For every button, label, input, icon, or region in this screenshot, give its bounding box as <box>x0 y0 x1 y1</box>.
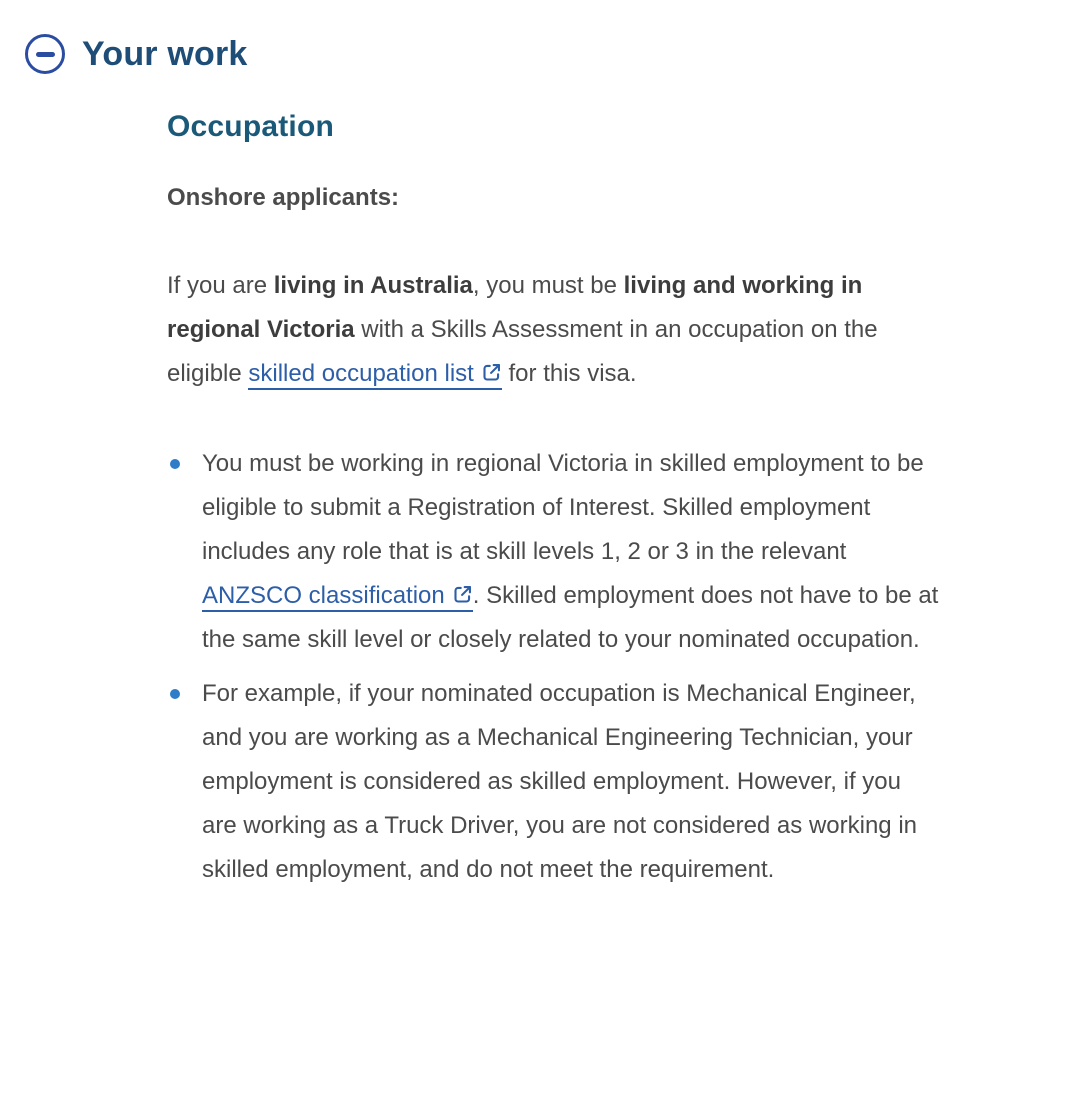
bullet-text: You must be working in regional Victoria in skilled employment to be eligible to submit a Registration of Interest. Skilled employment includes any role that is at skill levels 1, 2 or 3 in the relevant <box>202 450 924 565</box>
bullet-dot-icon <box>170 459 180 469</box>
bullet-dot-icon <box>170 689 180 699</box>
intro-bold-living-in-australia: living in Australia <box>273 272 473 299</box>
link-label: skilled occupation list <box>248 360 474 387</box>
intro-paragraph <box>167 264 887 396</box>
intro-bold-living-working-regional-victoria: living and working in regional Victoria <box>167 272 863 343</box>
list-item-example <box>167 672 942 892</box>
external-link-icon <box>452 584 473 605</box>
accordion-section-your-work <box>0 34 1080 892</box>
minus-bar <box>36 52 55 57</box>
collapse-minus-icon[interactable] <box>25 34 65 74</box>
list-item-skilled-employment <box>167 442 942 662</box>
external-link-icon <box>481 362 502 383</box>
intro-text: If you are <box>167 272 274 299</box>
section-title: Your work <box>82 34 248 73</box>
bullet-text: For example, if your nominated occupation is Mechanical Engineer, and you are working as a Mechanical Engineering Technician, your employment is considered as skilled employment. However, if you are working as a Truck Driver, you are not considered as working in skilled employment, and do not meet the requirement. <box>202 680 917 883</box>
bullet-text: . Skilled employment does not have to be at the same skill level or closely related to your nominated occupation. <box>202 582 939 653</box>
subsection-title-occupation: Occupation <box>167 110 335 143</box>
skilled-occupation-list-link[interactable] <box>248 360 501 390</box>
accordion-header-your-work[interactable] <box>0 34 1080 74</box>
requirements-list <box>167 442 942 892</box>
onshore-applicants-label: Onshore applicants: <box>167 184 400 211</box>
intro-text: , you must be <box>472 272 624 299</box>
intro-text: with a Skills Assessment in an occupation on the eligible <box>167 316 878 387</box>
link-label: ANZSCO classification <box>202 582 445 609</box>
intro-text: for this visa. <box>501 360 637 387</box>
anzsco-classification-link[interactable] <box>202 582 473 612</box>
accordion-body <box>167 110 1080 892</box>
